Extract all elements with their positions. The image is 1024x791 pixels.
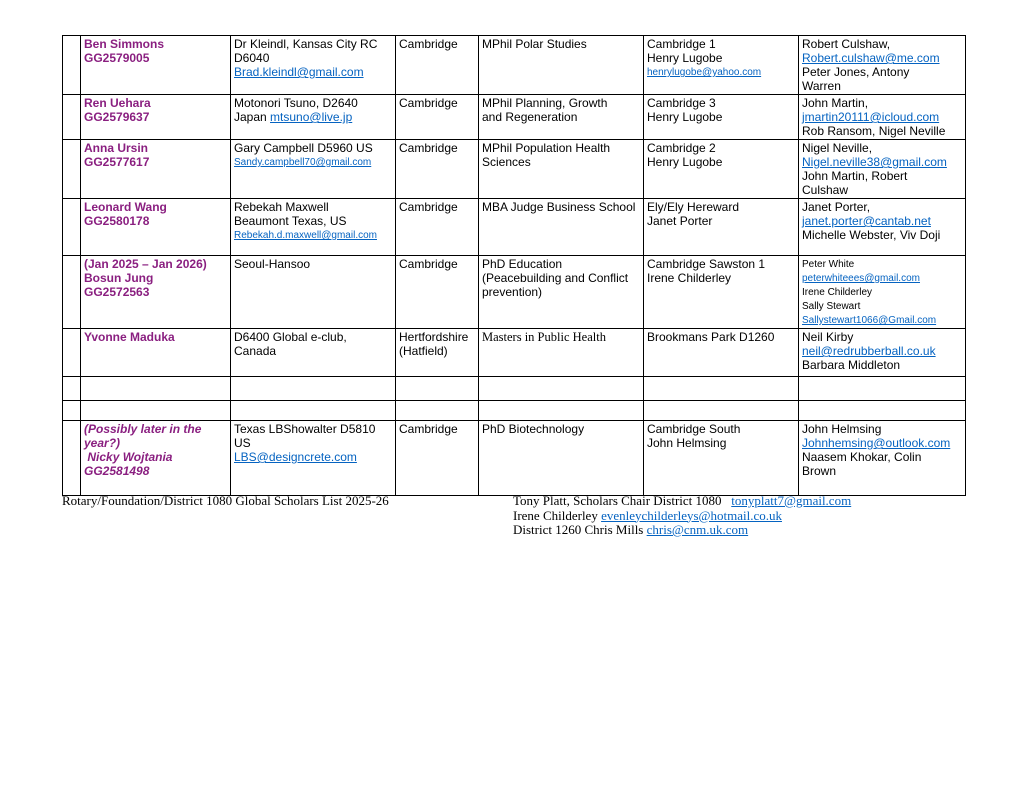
cell-text: Masters in Public Health	[482, 330, 606, 344]
cell-text: Michelle Webster, Viv Doji	[802, 228, 941, 242]
cell-text: John Martin,	[802, 96, 869, 110]
cell	[479, 401, 644, 421]
cell-text: D6400 Global e-club,	[234, 330, 347, 344]
cell	[231, 421, 396, 496]
cell-text: Cambridge	[399, 200, 458, 214]
cell	[644, 421, 799, 496]
scholar-name: Nicky Wojtania	[84, 450, 173, 464]
cell	[799, 377, 966, 401]
cell-text: Warren	[802, 79, 841, 93]
email-link[interactable]: LBS@designcrete.com	[234, 450, 357, 464]
cell-text: Texas LBShowalter D5810	[234, 422, 376, 436]
cell	[81, 256, 231, 329]
scholar-name: Anna Ursin	[84, 141, 149, 155]
cell-text: Brookmans Park D1260	[647, 330, 775, 344]
scholars-table	[62, 35, 966, 496]
cell-text: Ely/Ely Hereward	[647, 200, 740, 214]
cell-text: US	[234, 436, 251, 450]
cell	[479, 377, 644, 401]
cell	[799, 140, 966, 199]
email-link[interactable]: Sandy.campbell70@gmail.com	[234, 157, 372, 168]
cell-text: Henry Lugobe	[647, 51, 723, 65]
cell	[231, 329, 396, 377]
scholar-name: (Jan 2025 – Jan 2026)	[84, 257, 207, 271]
scholar-name: GG2579637	[84, 110, 150, 124]
cell-text: D6040	[234, 51, 270, 65]
footer	[62, 494, 965, 538]
email-link[interactable]: Sallystewart1066@Gmail.com	[802, 315, 937, 326]
cell-text: Canada	[234, 344, 277, 358]
cell	[81, 329, 231, 377]
scholar-name: GG2572563	[84, 285, 150, 299]
cell	[396, 329, 479, 377]
email-link[interactable]: Robert.culshaw@me.com	[802, 51, 940, 65]
cell-text: PhD Education	[482, 257, 563, 271]
cell-text: Henry Lugobe	[647, 110, 723, 124]
table-row	[63, 329, 966, 377]
cell	[396, 140, 479, 199]
cell-text: (Hatfield)	[399, 344, 448, 358]
cell	[81, 401, 231, 421]
cell-text: John Helmsing	[802, 422, 882, 436]
cell-text: Neil Kirby	[802, 330, 854, 344]
cell-text: Cambridge 1	[647, 37, 716, 51]
cell-text: Cambridge 3	[647, 96, 716, 110]
scholar-name: GG2580178	[84, 214, 150, 228]
scholar-name: GG2579005	[84, 51, 150, 65]
footer-email-link[interactable]: evenleychilderleys@hotmail.co.uk	[601, 507, 782, 523]
cell-text: Cambridge Sawston 1	[647, 257, 766, 271]
email-link[interactable]: jmartin20111@icloud.com	[802, 110, 940, 124]
cell-text: MBA Judge Business School	[482, 200, 636, 214]
cell	[63, 377, 81, 401]
cell-text: Hertfordshire	[399, 330, 469, 344]
cell	[396, 199, 479, 256]
cell	[63, 401, 81, 421]
scholar-name: Ren Uehara	[84, 96, 151, 110]
table-row	[63, 95, 966, 140]
cell-text: John Martin, Robert	[802, 169, 908, 183]
footer-contact-text: District 1260 Chris Mills	[513, 522, 647, 537]
cell	[799, 401, 966, 421]
cell	[479, 199, 644, 256]
table-row	[63, 256, 966, 329]
cell	[63, 95, 81, 140]
cell	[799, 256, 966, 329]
email-link[interactable]: Nigel.neville38@gmail.com	[802, 155, 947, 169]
cell	[644, 140, 799, 199]
cell	[63, 421, 81, 496]
cell	[799, 421, 966, 496]
cell	[644, 256, 799, 329]
cell	[799, 329, 966, 377]
email-link[interactable]: peterwhiteees@gmail.com	[802, 273, 920, 284]
cell-text: prevention)	[482, 285, 543, 299]
cell	[644, 199, 799, 256]
cell-text: Janet Porter	[647, 214, 713, 228]
cell-text: Cambridge	[399, 37, 458, 51]
scholar-name: Ben Simmons	[84, 37, 165, 51]
cell-text: Cambridge	[399, 141, 458, 155]
cell-text: (Peacebuilding and Conflict	[482, 271, 629, 285]
cell-text: Robert Culshaw,	[802, 37, 891, 51]
email-link[interactable]: mtsuno@live.jp	[270, 110, 353, 124]
cell-text: and Regeneration	[482, 110, 578, 124]
footer-contact-line	[513, 523, 965, 538]
footer-contact-line	[513, 509, 965, 524]
email-link[interactable]: Johnhemsing@outlook.com	[802, 436, 951, 450]
cell-text: Cambridge	[399, 96, 458, 110]
cell	[81, 36, 231, 95]
cell	[479, 140, 644, 199]
footer-contact-line	[513, 494, 965, 509]
table-row	[63, 36, 966, 95]
cell	[231, 95, 396, 140]
scholar-name: GG2577617	[84, 155, 150, 169]
cell	[799, 95, 966, 140]
scholar-name: Leonard Wang	[84, 200, 167, 214]
cell-text: Cambridge 2	[647, 141, 716, 155]
cell-text: Cambridge South	[647, 422, 741, 436]
cell-text: MPhil Polar Studies	[482, 37, 587, 51]
cell	[396, 421, 479, 496]
footer-email-link[interactable]: chris@cnm.uk.com	[646, 522, 749, 537]
cell-text: Peter Jones, Antony	[802, 65, 910, 79]
cell	[231, 256, 396, 329]
footer-contacts	[513, 494, 965, 538]
cell-text: Gary Campbell D5960 US	[234, 141, 373, 155]
cell-text: Japan	[234, 110, 271, 124]
cell	[81, 199, 231, 256]
cell-text: Barbara Middleton	[802, 358, 901, 372]
cell	[396, 36, 479, 95]
cell	[81, 95, 231, 140]
cell	[63, 36, 81, 95]
cell	[479, 256, 644, 329]
cell	[479, 421, 644, 496]
cell-text: Dr Kleindl, Kansas City RC	[234, 37, 378, 51]
cell-text: Rob Ransom, Nigel Neville	[802, 124, 946, 138]
cell	[644, 95, 799, 140]
cell-text: Rebekah Maxwell	[234, 200, 329, 214]
table-row	[63, 421, 966, 496]
cell	[396, 377, 479, 401]
cell-text: Henry Lugobe	[647, 155, 723, 169]
email-link[interactable]: neil@redrubberball.co.uk	[802, 344, 936, 358]
cell	[396, 95, 479, 140]
cell	[63, 256, 81, 329]
cell-text: Cambridge	[399, 422, 458, 436]
table-row	[63, 401, 966, 421]
cell-text: Peter White	[802, 259, 855, 270]
footer-title: Rotary/Foundation/District 1080 Global Scholars List 2025-26	[62, 493, 389, 508]
cell-text: MPhil Planning, Growth	[482, 96, 608, 110]
cell-text: Cambridge	[399, 257, 458, 271]
cell	[81, 377, 231, 401]
cell-text: PhD Biotechnology	[482, 422, 585, 436]
cell	[799, 36, 966, 95]
scholar-name: (Possibly later in the year?)	[84, 422, 205, 450]
cell-text: MPhil Population Health	[482, 141, 611, 155]
cell-text: Beaumont Texas, US	[234, 214, 347, 228]
cell-text: Seoul-Hansoo	[234, 257, 311, 271]
footer-contact-text: Irene Childerley	[513, 507, 602, 523]
cell-text: Naasem Khokar, Colin	[802, 450, 922, 464]
cell	[799, 199, 966, 256]
cell-text: Sally Stewart	[802, 301, 861, 312]
table-row	[63, 140, 966, 199]
table-row	[63, 377, 966, 401]
cell	[231, 36, 396, 95]
cell	[231, 199, 396, 256]
cell-text: John Helmsing	[647, 436, 727, 450]
scholar-name: GG2581498	[84, 464, 150, 478]
table-row	[63, 199, 966, 256]
cell	[644, 36, 799, 95]
cell	[231, 401, 396, 421]
cell	[644, 377, 799, 401]
email-link[interactable]: Rebekah.d.maxwell@gmail.com	[234, 230, 377, 241]
scholar-name: Bosun Jung	[84, 271, 154, 285]
footer-contact-text: Tony Platt, Scholars Chair District 1080	[513, 493, 732, 508]
cell-text: Irene Childerley	[647, 271, 732, 285]
cell	[479, 95, 644, 140]
cell-text: Irene Childerley	[802, 287, 873, 298]
cell-text: Culshaw	[802, 183, 849, 197]
cell	[396, 256, 479, 329]
cell	[63, 199, 81, 256]
cell	[63, 329, 81, 377]
cell-text: Motonori Tsuno, D2640	[234, 96, 358, 110]
email-link[interactable]: henrylugobe@yahoo.com	[647, 67, 762, 78]
cell	[63, 140, 81, 199]
cell	[644, 329, 799, 377]
cell-text: Sciences	[482, 155, 531, 169]
cell	[81, 140, 231, 199]
cell	[231, 377, 396, 401]
cell	[644, 401, 799, 421]
email-link[interactable]: janet.porter@cantab.net	[802, 214, 931, 228]
cell-text: Nigel Neville,	[802, 141, 873, 155]
scholar-name: Yvonne Maduka	[84, 330, 175, 344]
cell	[479, 329, 644, 377]
cell-text: Brown	[802, 464, 837, 478]
cell-text: Janet Porter,	[802, 200, 871, 214]
cell	[81, 421, 231, 496]
footer-email-link[interactable]: tonyplatt7@gmail.com	[731, 493, 852, 508]
cell	[231, 140, 396, 199]
cell	[396, 401, 479, 421]
cell	[479, 36, 644, 95]
email-link[interactable]: Brad.kleindl@gmail.com	[234, 65, 364, 79]
